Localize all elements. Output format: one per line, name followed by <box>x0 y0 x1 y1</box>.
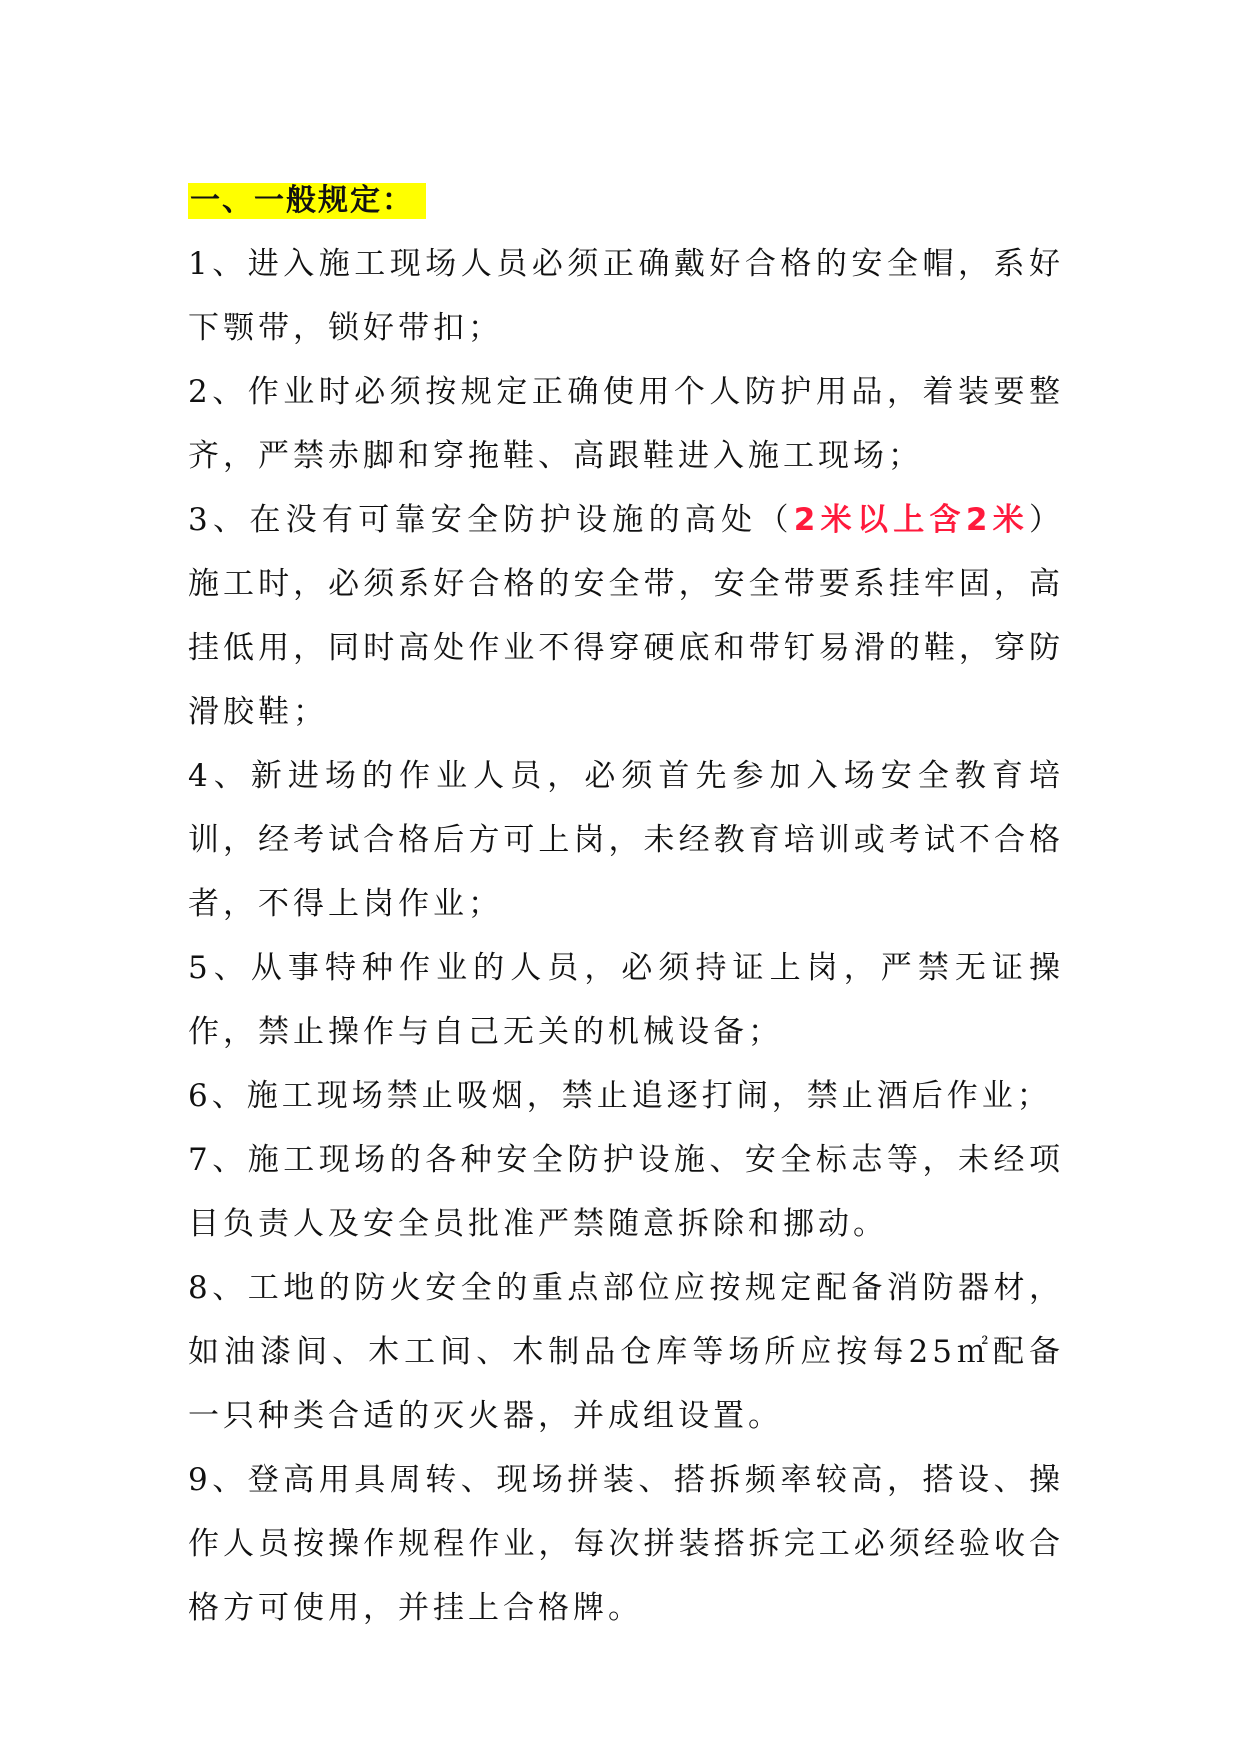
rule-item-2: 2、作业时必须按规定正确使用个人防护用品，着装要整齐，严禁赤脚和穿拖鞋、高跟鞋进入施工现场； <box>188 374 1064 474</box>
rule-item-8: 8、工地的防火安全的重点部位应按规定配备消防器材，如油漆间、木工间、木制品仓库等场所应按每25㎡配备一只种类合适的灭火器，并成组设置。 <box>188 1270 1064 1434</box>
rule-item-3-after: ）施工时，必须系好合格的安全带，安全带要系挂牢固，高挂低用，同时高处作业不得穿硬底和带钉易滑的鞋，穿防滑胶鞋； <box>188 502 1064 730</box>
rule-item-5: 5、从事特种作业的人员，必须持证上岗，严禁无证操作，禁止操作与自己无关的机械设备； <box>188 950 1064 1050</box>
document-page <box>188 168 1064 1640</box>
rule-item-1: 1、进入施工现场人员必须正确戴好合格的安全帽，系好下颚带，锁好带扣； <box>188 246 1064 346</box>
rule-item-7: 7、施工现场的各种安全防护设施、安全标志等，未经项目负责人及安全员批准严禁随意拆除和挪动。 <box>188 1142 1064 1242</box>
rule-item-3-before: 3、在没有可靠安全防护设施的高处（ <box>188 502 794 538</box>
rule-item-9: 9、登高用具周转、现场拼装、搭拆频率较高，搭设、操作人员按操作规程作业，每次拼装搭拆完工必须经验收合格方可使用，并挂上合格牌。 <box>188 1462 1064 1626</box>
rule-item-4: 4、新进场的作业人员，必须首先参加入场安全教育培训，经考试合格后方可上岗，未经教育培训或考试不合格者，不得上岗作业； <box>188 758 1064 922</box>
rule-item-3 <box>188 488 1064 744</box>
section-heading: 一、一般规定： <box>188 183 426 219</box>
rule-item-6: 6、施工现场禁止吸烟，禁止追逐打闹，禁止酒后作业； <box>188 1078 1052 1114</box>
height-highlight: 2米以上含2米 <box>793 502 1029 538</box>
